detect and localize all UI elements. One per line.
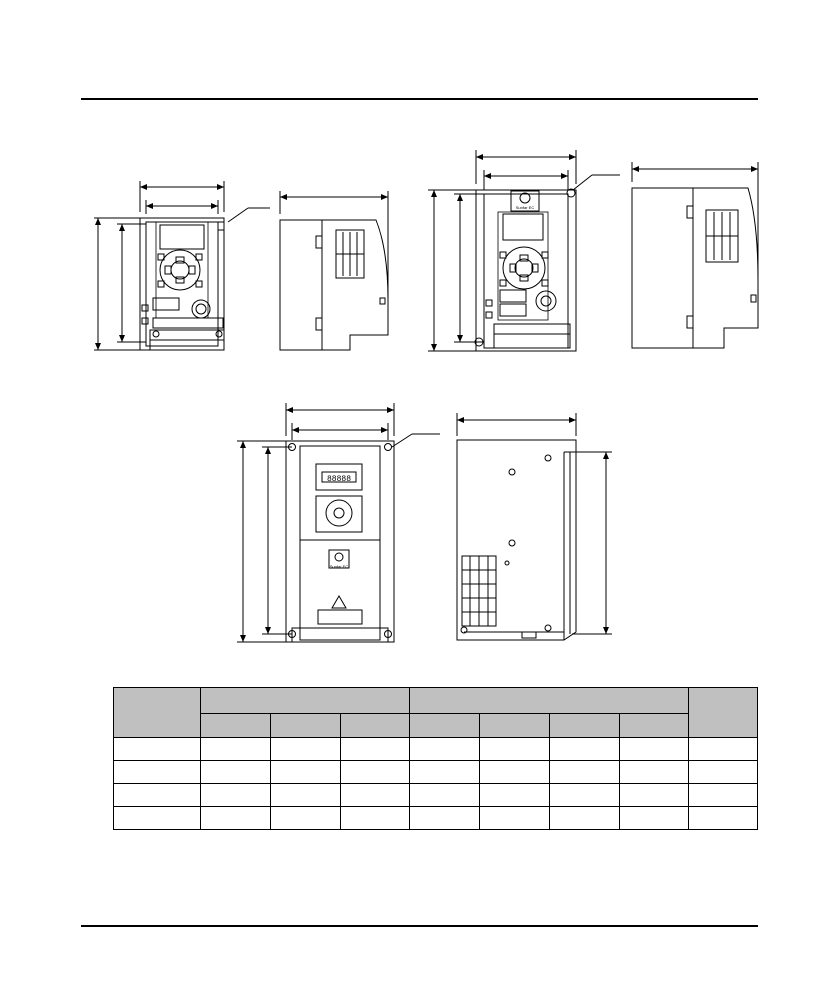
table-cell (550, 784, 620, 807)
brand-mark-medium: Sunfar EC (515, 205, 535, 210)
subheader-4 (410, 714, 480, 738)
table-cell (271, 784, 341, 807)
table-cell (341, 761, 410, 784)
table-cell (620, 738, 689, 761)
table-row (114, 761, 758, 784)
small-frame-side-view (280, 191, 388, 350)
medium-frame-side-view (632, 162, 758, 348)
table-cell (410, 807, 480, 830)
subheader-2 (271, 714, 341, 738)
large-frame-front-view (237, 403, 440, 642)
footer-rule (81, 925, 758, 927)
table-row (114, 807, 758, 830)
small-frame-front-view (94, 181, 270, 350)
table-cell (550, 807, 620, 830)
table-cell (114, 807, 201, 830)
table-cell (620, 807, 689, 830)
subheader-6 (550, 714, 620, 738)
table-cell (480, 784, 550, 807)
subheader-5 (480, 714, 550, 738)
table-cell (271, 761, 341, 784)
subheader-3 (341, 714, 410, 738)
table-cell (341, 807, 410, 830)
medium-frame-front-view (428, 150, 620, 351)
table-cell (410, 784, 480, 807)
table-cell (480, 807, 550, 830)
table-cell (114, 761, 201, 784)
brand-mark-large: Sunfar EC (329, 564, 349, 569)
table-cell (201, 784, 271, 807)
table-cell (550, 738, 620, 761)
large-frame-side-view (457, 413, 612, 640)
table-cell (341, 784, 410, 807)
dimension-table (113, 687, 758, 830)
header-group-a (201, 688, 410, 714)
table-row (114, 784, 758, 807)
table-cell (689, 738, 758, 761)
table-cell (410, 761, 480, 784)
table-cell (114, 784, 201, 807)
table-cell (620, 761, 689, 784)
table-cell (550, 761, 620, 784)
header-group-b (410, 688, 689, 714)
header-model (114, 688, 201, 738)
table-cell (341, 738, 410, 761)
subheader-1 (201, 714, 271, 738)
table-cell (480, 738, 550, 761)
subheader-7 (620, 714, 689, 738)
table-cell (620, 784, 689, 807)
table-cell (410, 738, 480, 761)
table-cell (114, 738, 201, 761)
table-cell (689, 784, 758, 807)
table-cell (271, 738, 341, 761)
table-cell (480, 761, 550, 784)
header-last (689, 688, 758, 738)
table-cell (201, 738, 271, 761)
table-cell (201, 761, 271, 784)
table-cell (201, 807, 271, 830)
display-digits-large: 88888 (326, 475, 352, 484)
table-cell (689, 807, 758, 830)
table-row (114, 738, 758, 761)
table-cell (271, 807, 341, 830)
table-cell (689, 761, 758, 784)
